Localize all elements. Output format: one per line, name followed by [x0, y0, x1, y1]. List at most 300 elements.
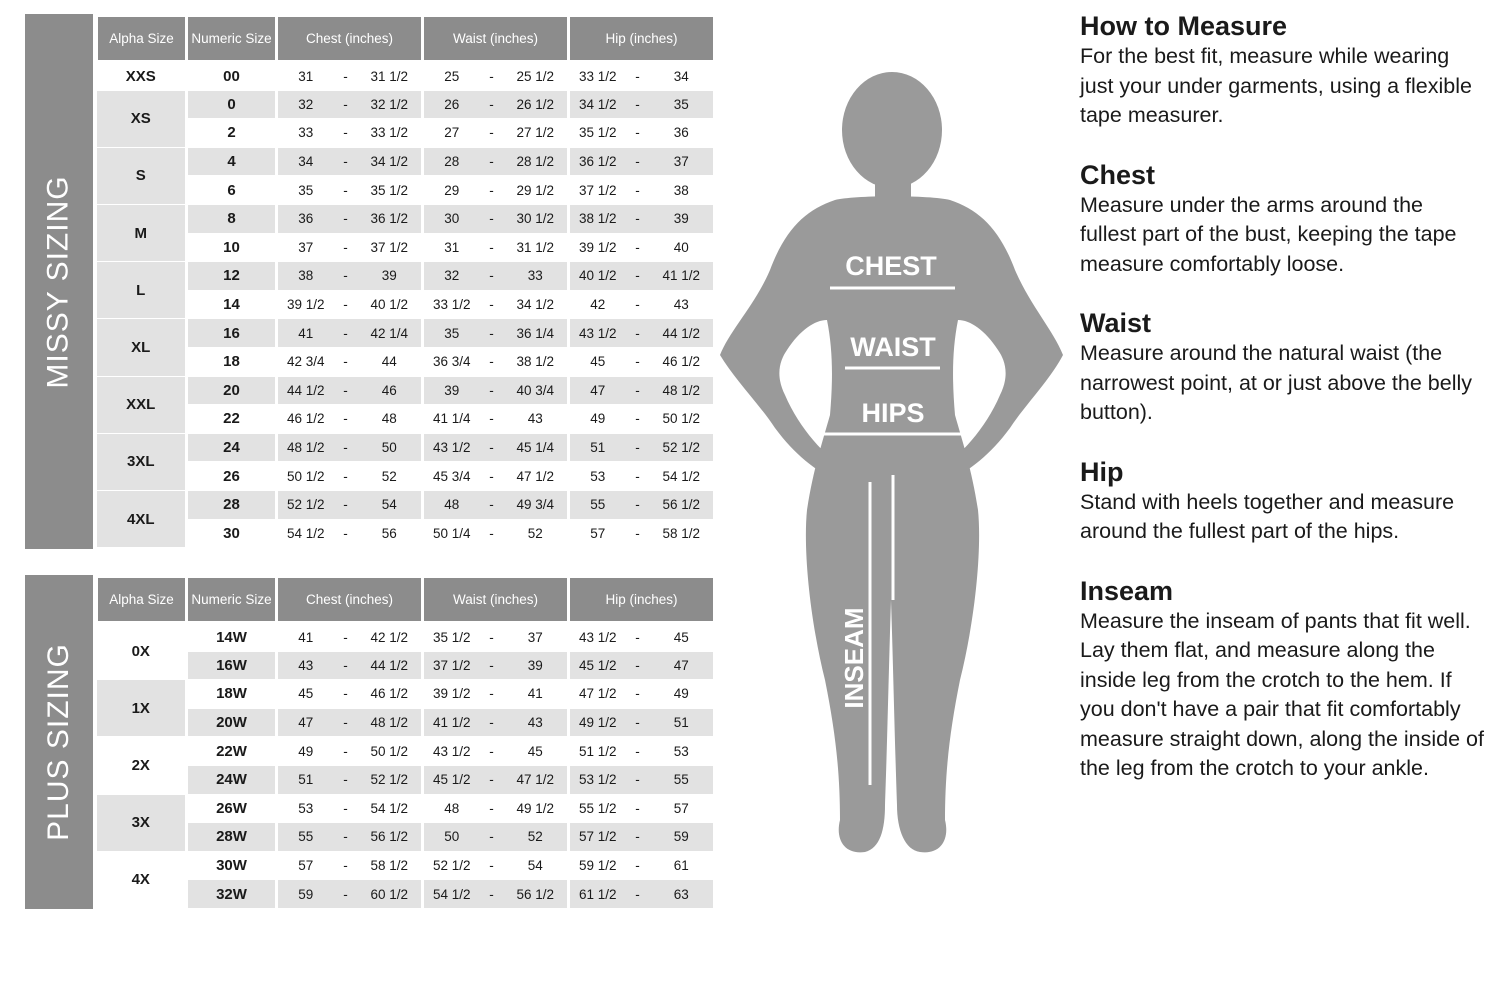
hip-max-cell: 59	[650, 823, 715, 852]
table-row	[97, 680, 715, 709]
table-row	[97, 880, 715, 909]
waist-range-dash: -	[480, 62, 504, 91]
alpha-size-header: Alpha Size	[97, 16, 187, 62]
waist-range-dash: -	[480, 708, 504, 737]
chest-max-cell: 32 1/2	[358, 90, 423, 119]
waist-range-dash: -	[480, 651, 504, 680]
hip-max-cell: 36	[650, 119, 715, 148]
waist-range-dash: -	[480, 823, 504, 852]
table-row	[97, 651, 715, 680]
alpha-size-cell: 4X	[97, 851, 187, 908]
numeric-size-cell: 26	[187, 462, 277, 491]
chest-max-cell: 46	[358, 376, 423, 405]
hip-min-cell: 55 1/2	[569, 794, 626, 823]
hip-range-dash: -	[626, 737, 650, 766]
hip-range-dash: -	[626, 765, 650, 794]
alpha-size-cell: L	[97, 262, 187, 319]
chest-figure-label: CHEST	[845, 251, 937, 281]
hip-range-dash: -	[626, 880, 650, 909]
chest-max-cell: 48 1/2	[358, 708, 423, 737]
silhouette-shape	[720, 72, 1063, 852]
chest-min-cell: 52 1/2	[277, 490, 334, 519]
table-header-row	[97, 577, 715, 623]
hip-range-dash: -	[626, 90, 650, 119]
waist-max-cell: 31 1/2	[504, 233, 569, 262]
table-row	[97, 737, 715, 766]
chest-range-dash: -	[334, 147, 358, 176]
inseam-block	[1080, 575, 1485, 784]
hip-range-dash: -	[626, 851, 650, 880]
chest-block	[1080, 159, 1485, 280]
chest-range-dash: -	[334, 262, 358, 291]
table-row	[97, 90, 715, 119]
hip-max-cell: 54 1/2	[650, 462, 715, 491]
waist-range-dash: -	[480, 794, 504, 823]
alpha-size-cell: S	[97, 147, 187, 204]
chest-max-cell: 39	[358, 262, 423, 291]
hip-range-dash: -	[626, 62, 650, 91]
hip-range-dash: -	[626, 823, 650, 852]
numeric-size-cell: 20W	[187, 708, 277, 737]
table-row	[97, 119, 715, 148]
chest-max-cell: 54	[358, 490, 423, 519]
waist-min-cell: 45 1/2	[423, 765, 480, 794]
chest-min-cell: 32	[277, 90, 334, 119]
hip-max-cell: 47	[650, 651, 715, 680]
waist-max-cell: 29 1/2	[504, 176, 569, 205]
chest-min-cell: 35	[277, 176, 334, 205]
table-row	[97, 623, 715, 652]
table-row	[97, 433, 715, 462]
hip-range-dash: -	[626, 376, 650, 405]
chest-range-dash: -	[334, 823, 358, 852]
table-row	[97, 347, 715, 376]
table-row	[97, 376, 715, 405]
hip-range-dash: -	[626, 651, 650, 680]
table-row	[97, 233, 715, 262]
waist-min-cell: 25	[423, 62, 480, 91]
waist-max-cell: 28 1/2	[504, 147, 569, 176]
chest-max-cell: 35 1/2	[358, 176, 423, 205]
chest-range-dash: -	[334, 319, 358, 348]
waist-min-cell: 41 1/2	[423, 708, 480, 737]
chest-range-dash: -	[334, 433, 358, 462]
waist-range-dash: -	[480, 680, 504, 709]
alpha-size-header: Alpha Size	[97, 577, 187, 623]
hips-figure-label: HIPS	[861, 398, 925, 428]
waist-min-cell: 35	[423, 319, 480, 348]
waist-max-cell: 40 3/4	[504, 376, 569, 405]
numeric-size-cell: 0	[187, 90, 277, 119]
hip-max-cell: 46 1/2	[650, 347, 715, 376]
waist-range-dash: -	[480, 347, 504, 376]
hip-max-cell: 57	[650, 794, 715, 823]
table-row	[97, 851, 715, 880]
waist-min-cell: 36 3/4	[423, 347, 480, 376]
table-row	[97, 765, 715, 794]
numeric-size-cell: 22	[187, 405, 277, 434]
chest-range-dash: -	[334, 62, 358, 91]
chest-range-dash: -	[334, 765, 358, 794]
hip-min-cell: 45 1/2	[569, 651, 626, 680]
numeric-size-cell: 20	[187, 376, 277, 405]
waist-min-cell: 43 1/2	[423, 433, 480, 462]
waist-min-cell: 48	[423, 794, 480, 823]
alpha-size-cell: XXL	[97, 376, 187, 433]
numeric-size-cell: 24	[187, 433, 277, 462]
chest-max-cell: 50 1/2	[358, 737, 423, 766]
table-row	[97, 290, 715, 319]
hip-max-cell: 34	[650, 62, 715, 91]
waist-range-dash: -	[480, 376, 504, 405]
alpha-size-cell: 3XL	[97, 433, 187, 490]
chest-max-cell: 44 1/2	[358, 651, 423, 680]
numeric-size-cell: 30	[187, 519, 277, 548]
waist-min-cell: 54 1/2	[423, 880, 480, 909]
waist-max-cell: 52	[504, 519, 569, 548]
numeric-size-cell: 16W	[187, 651, 277, 680]
waist-range-dash: -	[480, 176, 504, 205]
waist-min-cell: 30	[423, 204, 480, 233]
body-silhouette-figure	[715, 60, 1065, 860]
numeric-size-cell: 4	[187, 147, 277, 176]
hip-max-cell: 40	[650, 233, 715, 262]
hip-min-cell: 45	[569, 347, 626, 376]
waist-max-cell: 45 1/4	[504, 433, 569, 462]
waist-header: Waist (inches)	[423, 16, 569, 62]
hip-range-dash: -	[626, 462, 650, 491]
chest-max-cell: 33 1/2	[358, 119, 423, 148]
missy-sizing-label	[25, 14, 93, 549]
hip-min-cell: 59 1/2	[569, 851, 626, 880]
waist-max-cell: 47 1/2	[504, 765, 569, 794]
table-row	[97, 176, 715, 205]
waist-max-cell: 26 1/2	[504, 90, 569, 119]
chest-min-cell: 34	[277, 147, 334, 176]
numeric-size-header: Numeric Size	[187, 577, 277, 623]
hip-min-cell: 43 1/2	[569, 623, 626, 652]
hip-max-cell: 63	[650, 880, 715, 909]
waist-header: Waist (inches)	[423, 577, 569, 623]
hip-range-dash: -	[626, 176, 650, 205]
numeric-size-cell: 30W	[187, 851, 277, 880]
waist-max-cell: 52	[504, 823, 569, 852]
missy-size-table	[95, 14, 716, 548]
waist-range-dash: -	[480, 119, 504, 148]
chest-range-dash: -	[334, 851, 358, 880]
hip-min-cell: 51 1/2	[569, 737, 626, 766]
chest-min-cell: 37	[277, 233, 334, 262]
waist-min-cell: 28	[423, 147, 480, 176]
waist-max-cell: 27 1/2	[504, 119, 569, 148]
hip-body: Stand with heels together and measure around the fullest part of the hips.	[1080, 489, 1455, 543]
numeric-size-cell: 24W	[187, 765, 277, 794]
numeric-size-cell: 14W	[187, 623, 277, 652]
hip-min-cell: 43 1/2	[569, 319, 626, 348]
hip-range-dash: -	[626, 794, 650, 823]
hip-min-cell: 51	[569, 433, 626, 462]
hip-min-cell: 34 1/2	[569, 90, 626, 119]
chest-max-cell: 36 1/2	[358, 204, 423, 233]
hip-range-dash: -	[626, 490, 650, 519]
chest-max-cell: 42 1/4	[358, 319, 423, 348]
numeric-size-cell: 10	[187, 233, 277, 262]
hip-min-cell: 47 1/2	[569, 680, 626, 709]
table-row	[97, 147, 715, 176]
hip-min-cell: 35 1/2	[569, 119, 626, 148]
chest-max-cell: 54 1/2	[358, 794, 423, 823]
waist-min-cell: 52 1/2	[423, 851, 480, 880]
hip-max-cell: 41 1/2	[650, 262, 715, 291]
waist-min-cell: 50 1/4	[423, 519, 480, 548]
numeric-size-cell: 28	[187, 490, 277, 519]
hip-min-cell: 37 1/2	[569, 176, 626, 205]
chest-min-cell: 42 3/4	[277, 347, 334, 376]
table-row	[97, 405, 715, 434]
waist-range-dash: -	[480, 490, 504, 519]
numeric-size-cell: 28W	[187, 823, 277, 852]
chest-min-cell: 39 1/2	[277, 290, 334, 319]
hip-min-cell: 47	[569, 376, 626, 405]
waist-min-cell: 26	[423, 90, 480, 119]
hip-range-dash: -	[626, 405, 650, 434]
chest-range-dash: -	[334, 490, 358, 519]
measure-instructions	[1080, 10, 1485, 812]
hip-header: Hip (inches)	[569, 16, 715, 62]
chest-max-cell: 52 1/2	[358, 765, 423, 794]
waist-range-dash: -	[480, 405, 504, 434]
how-to-measure-block	[1080, 10, 1485, 131]
hip-min-cell: 49	[569, 405, 626, 434]
chest-min-cell: 43	[277, 651, 334, 680]
chest-range-dash: -	[334, 376, 358, 405]
chest-max-cell: 56	[358, 519, 423, 548]
waist-min-cell: 35 1/2	[423, 623, 480, 652]
chest-min-cell: 51	[277, 765, 334, 794]
chest-max-cell: 44	[358, 347, 423, 376]
waist-min-cell: 32	[423, 262, 480, 291]
waist-max-cell: 43	[504, 708, 569, 737]
waist-min-cell: 37 1/2	[423, 651, 480, 680]
chest-range-dash: -	[334, 651, 358, 680]
plus-size-table	[95, 575, 716, 909]
chest-min-cell: 47	[277, 708, 334, 737]
waist-range-dash: -	[480, 880, 504, 909]
waist-min-cell: 50	[423, 823, 480, 852]
hip-max-cell: 39	[650, 204, 715, 233]
waist-range-dash: -	[480, 519, 504, 548]
chest-title: Chest	[1080, 159, 1156, 190]
waist-max-cell: 33	[504, 262, 569, 291]
waist-max-cell: 30 1/2	[504, 204, 569, 233]
hip-max-cell: 43	[650, 290, 715, 319]
alpha-size-cell: XL	[97, 319, 187, 376]
chest-max-cell: 56 1/2	[358, 823, 423, 852]
hip-max-cell: 48 1/2	[650, 376, 715, 405]
waist-range-dash: -	[480, 433, 504, 462]
chest-range-dash: -	[334, 405, 358, 434]
hip-range-dash: -	[626, 290, 650, 319]
waist-max-cell: 49 1/2	[504, 794, 569, 823]
hip-max-cell: 49	[650, 680, 715, 709]
table-row	[97, 204, 715, 233]
waist-range-dash: -	[480, 147, 504, 176]
alpha-size-cell: 2X	[97, 737, 187, 794]
waist-max-cell: 45	[504, 737, 569, 766]
chest-range-dash: -	[334, 290, 358, 319]
waist-min-cell: 33 1/2	[423, 290, 480, 319]
alpha-size-cell: XXS	[97, 62, 187, 91]
hip-min-cell: 49 1/2	[569, 708, 626, 737]
chest-max-cell: 40 1/2	[358, 290, 423, 319]
table-row	[97, 519, 715, 548]
waist-min-cell: 27	[423, 119, 480, 148]
chest-min-cell: 49	[277, 737, 334, 766]
waist-min-cell: 31	[423, 233, 480, 262]
table-row	[97, 62, 715, 91]
hip-max-cell: 58 1/2	[650, 519, 715, 548]
chest-body: Measure under the arms around the fullest part of the bust, keeping the tape measure comfortably loose.	[1080, 192, 1457, 276]
waist-block	[1080, 307, 1485, 428]
waist-range-dash: -	[480, 765, 504, 794]
table-row	[97, 490, 715, 519]
missy-sizing-text: MISSY SIZING	[42, 174, 75, 389]
numeric-size-cell: 00	[187, 62, 277, 91]
chest-range-dash: -	[334, 880, 358, 909]
how-to-measure-body: For the best fit, measure while wearing just your under garments, using a flexible tape measurer.	[1080, 44, 1472, 127]
chest-header: Chest (inches)	[277, 577, 423, 623]
numeric-size-cell: 22W	[187, 737, 277, 766]
waist-range-dash: -	[480, 90, 504, 119]
table-header-row	[97, 16, 715, 62]
chest-range-dash: -	[334, 204, 358, 233]
hip-max-cell: 53	[650, 737, 715, 766]
chest-min-cell: 41	[277, 623, 334, 652]
hip-min-cell: 33 1/2	[569, 62, 626, 91]
chest-max-cell: 48	[358, 405, 423, 434]
alpha-size-cell: 4XL	[97, 490, 187, 547]
waist-min-cell: 43 1/2	[423, 737, 480, 766]
hip-max-cell: 56 1/2	[650, 490, 715, 519]
hip-max-cell: 38	[650, 176, 715, 205]
waist-min-cell: 45 3/4	[423, 462, 480, 491]
hip-max-cell: 35	[650, 90, 715, 119]
chest-min-cell: 33	[277, 119, 334, 148]
chest-header: Chest (inches)	[277, 16, 423, 62]
plus-sizing-label	[25, 575, 93, 909]
hip-range-dash: -	[626, 233, 650, 262]
chest-min-cell: 41	[277, 319, 334, 348]
alpha-size-cell: XS	[97, 90, 187, 147]
hip-min-cell: 36 1/2	[569, 147, 626, 176]
waist-max-cell: 37	[504, 623, 569, 652]
table-row	[97, 794, 715, 823]
chest-range-dash: -	[334, 233, 358, 262]
hip-range-dash: -	[626, 433, 650, 462]
hip-min-cell: 57	[569, 519, 626, 548]
chest-min-cell: 54 1/2	[277, 519, 334, 548]
chest-range-dash: -	[334, 680, 358, 709]
chest-max-cell: 42 1/2	[358, 623, 423, 652]
numeric-size-cell: 2	[187, 119, 277, 148]
hip-min-cell: 57 1/2	[569, 823, 626, 852]
hip-block	[1080, 456, 1485, 547]
numeric-size-cell: 18W	[187, 680, 277, 709]
chest-max-cell: 37 1/2	[358, 233, 423, 262]
hip-range-dash: -	[626, 708, 650, 737]
waist-max-cell: 54	[504, 851, 569, 880]
waist-range-dash: -	[480, 737, 504, 766]
table-row	[97, 708, 715, 737]
inseam-figure-label: INSEAM	[839, 607, 869, 709]
chest-max-cell: 60 1/2	[358, 880, 423, 909]
hip-max-cell: 61	[650, 851, 715, 880]
table-row	[97, 462, 715, 491]
chest-range-dash: -	[334, 737, 358, 766]
hip-min-cell: 38 1/2	[569, 204, 626, 233]
how-to-measure-title: How to Measure	[1080, 11, 1288, 41]
chest-range-dash: -	[334, 708, 358, 737]
hip-range-dash: -	[626, 623, 650, 652]
waist-max-cell: 41	[504, 680, 569, 709]
chest-min-cell: 55	[277, 823, 334, 852]
waist-range-dash: -	[480, 290, 504, 319]
table-row	[97, 262, 715, 291]
alpha-size-cell: 1X	[97, 680, 187, 737]
chest-max-cell: 52	[358, 462, 423, 491]
waist-min-cell: 48	[423, 490, 480, 519]
inseam-body: Measure the inseam of pants that fit well. Lay them flat, and measure along the inside leg from the crotch to the hem. If you don't have a pair that fit comfortably measure straight down, along the inside of the leg from the crotch to your ankle.	[1080, 608, 1484, 780]
chest-min-cell: 57	[277, 851, 334, 880]
chest-min-cell: 48 1/2	[277, 433, 334, 462]
waist-range-dash: -	[480, 462, 504, 491]
hip-range-dash: -	[626, 319, 650, 348]
numeric-size-cell: 12	[187, 262, 277, 291]
waist-max-cell: 25 1/2	[504, 62, 569, 91]
waist-min-cell: 39	[423, 376, 480, 405]
waist-min-cell: 39 1/2	[423, 680, 480, 709]
chest-min-cell: 44 1/2	[277, 376, 334, 405]
hip-min-cell: 55	[569, 490, 626, 519]
chest-range-dash: -	[334, 176, 358, 205]
hip-range-dash: -	[626, 147, 650, 176]
hip-min-cell: 53	[569, 462, 626, 491]
numeric-size-cell: 26W	[187, 794, 277, 823]
numeric-size-cell: 18	[187, 347, 277, 376]
alpha-size-cell: M	[97, 204, 187, 261]
chest-range-dash: -	[334, 462, 358, 491]
table-row	[97, 823, 715, 852]
chest-max-cell: 31 1/2	[358, 62, 423, 91]
numeric-size-cell: 8	[187, 204, 277, 233]
numeric-size-cell: 14	[187, 290, 277, 319]
inseam-title: Inseam	[1080, 575, 1174, 606]
numeric-size-cell: 32W	[187, 880, 277, 909]
hip-header: Hip (inches)	[569, 577, 715, 623]
waist-max-cell: 56 1/2	[504, 880, 569, 909]
hip-range-dash: -	[626, 519, 650, 548]
chest-max-cell: 50	[358, 433, 423, 462]
waist-min-cell: 41 1/4	[423, 405, 480, 434]
table-row	[97, 319, 715, 348]
alpha-size-cell: 3X	[97, 794, 187, 851]
chest-min-cell: 31	[277, 62, 334, 91]
hip-range-dash: -	[626, 262, 650, 291]
chest-min-cell: 59	[277, 880, 334, 909]
numeric-size-cell: 6	[187, 176, 277, 205]
chest-range-dash: -	[334, 623, 358, 652]
hip-max-cell: 52 1/2	[650, 433, 715, 462]
